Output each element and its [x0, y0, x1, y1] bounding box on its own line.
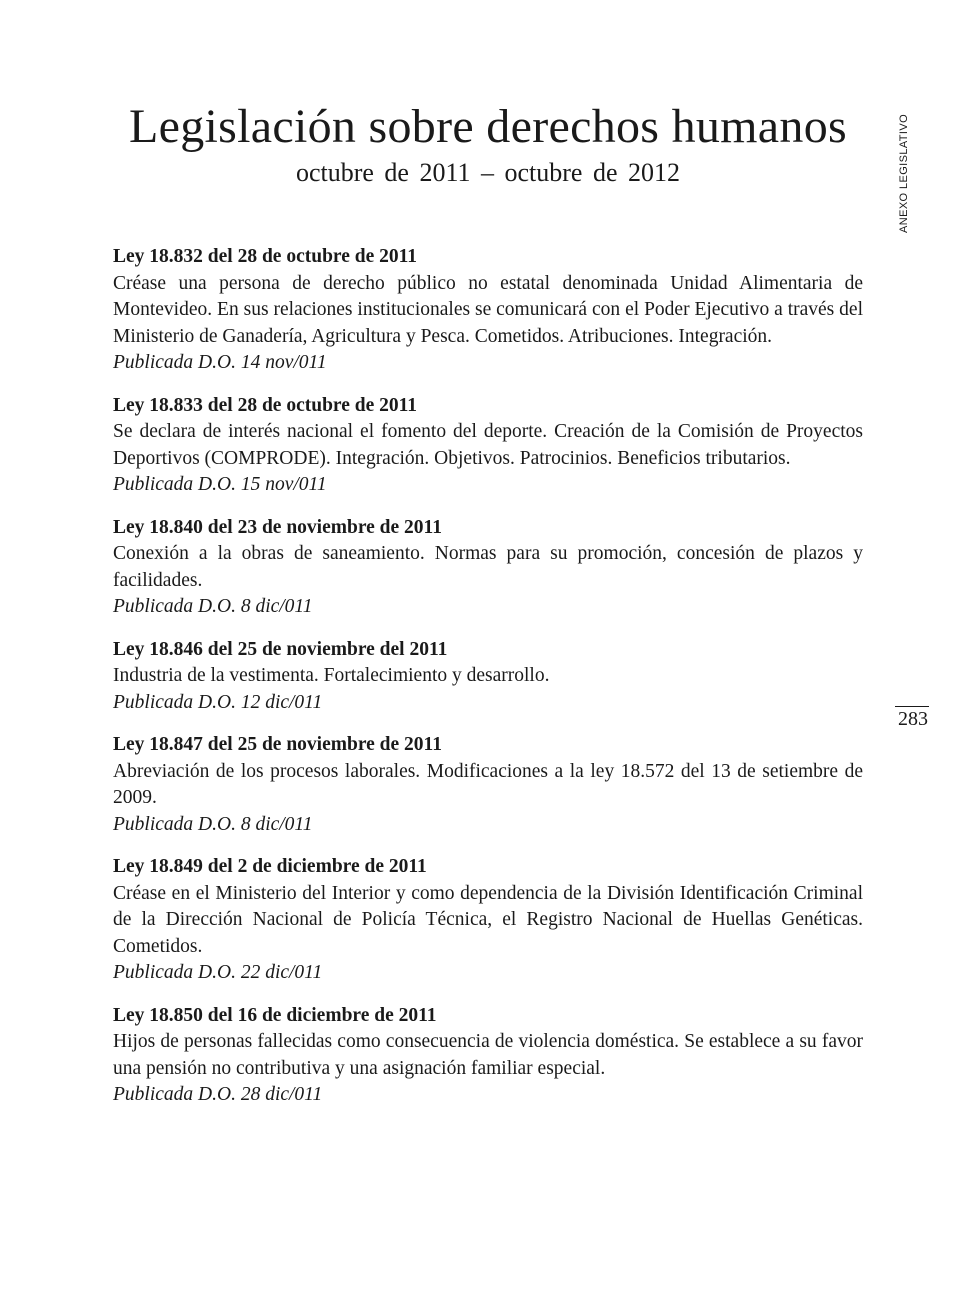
- law-publication: Publicada D.O. 15 nov/011: [113, 474, 327, 495]
- law-entry: [113, 1003, 863, 1109]
- law-entry: [113, 732, 863, 838]
- law-description: Hijos de personas fallecidas como consecuencia de violencia doméstica. Se establece a su favor una pensión no contributiva y una asignación familiar especial.: [113, 1031, 863, 1079]
- law-title: Ley 18.847 del 25 de noviembre de 2011: [113, 734, 442, 755]
- page-title: Legislación sobre derechos humanos: [129, 100, 847, 153]
- law-publication: Publicada D.O. 12 dic/011: [113, 691, 323, 713]
- section-side-label: ANEXO LEGISLATIVO: [898, 113, 910, 233]
- law-entry: [113, 637, 863, 717]
- law-publication: Publicada D.O. 8 dic/011: [113, 596, 313, 617]
- law-title: Ley 18.846 del 25 de noviembre del 2011: [113, 638, 448, 660]
- law-entry: [113, 515, 863, 621]
- law-title: Ley 18.849 del 2 de diciembre de 2011: [113, 856, 427, 877]
- law-title: Ley 18.833 del 28 de octubre de 2011: [113, 394, 418, 416]
- law-publication: Publicada D.O. 8 dic/011: [113, 813, 313, 835]
- page-number: 283: [898, 708, 928, 730]
- law-description: Créase una persona de derecho público no estatal denominada Unidad Alimentaria de Montevideo. En sus relaciones institucionales se comunicará con el Poder Ejecutivo a través del Ministerio de Ganadería, Agricultura y Pesca. Cometidos. Atribuciones. Integración.: [113, 272, 863, 347]
- law-entry: [113, 393, 863, 499]
- law-publication: Publicada D.O. 22 dic/011: [113, 962, 323, 983]
- law-entry: [113, 854, 863, 987]
- law-description: Créase en el Ministerio del Interior y como dependencia de la División Identificación Criminal de la Dirección Nacional de Policía Técnica, el Registro Nacional de Huellas Genéticas. Cometidos.: [113, 882, 863, 957]
- page-subtitle: octubre de 2011 – octubre de 2012: [295, 158, 681, 187]
- law-description: Conexión a la obras de saneamiento. Normas para su promoción, concesión de plazos y facilidades.: [113, 543, 863, 591]
- law-description: Industria de la vestimenta. Fortalecimiento y desarrollo.: [113, 665, 550, 686]
- law-publication: Publicada D.O. 28 dic/011: [113, 1084, 323, 1105]
- law-entry: [113, 244, 863, 377]
- law-publication: Publicada D.O. 14 nov/011: [113, 352, 327, 373]
- law-title: Ley 18.850 del 16 de diciembre de 2011: [113, 1004, 437, 1026]
- law-description: Se declara de interés nacional el fomento del deporte. Creación de la Comisión de Proyectos Deportivos (COMPRODE). Integración. Objetivos. Patrocinios. Beneficios tributarios.: [113, 421, 863, 469]
- law-description: Abreviación de los procesos laborales. Modificaciones a la ley 18.572 del 13 de setiembre de 2009.: [113, 760, 863, 808]
- law-title: Ley 18.840 del 23 de noviembre de 2011: [113, 516, 442, 538]
- law-title: Ley 18.832 del 28 de octubre de 2011: [113, 246, 418, 267]
- law-entry-list: [113, 244, 863, 1125]
